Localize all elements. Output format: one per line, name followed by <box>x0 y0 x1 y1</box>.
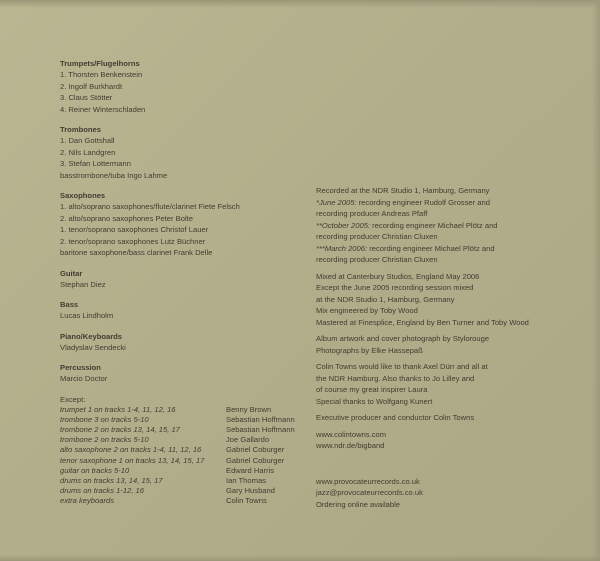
section-heading: Percussion <box>60 363 101 372</box>
website-link: www.colintowns.com <box>316 429 387 439</box>
section-heading: Saxophones <box>60 191 106 200</box>
october-session-text: recording engineer Michael Plötz and <box>370 220 498 230</box>
musician-credit: Lucas Lindholm <box>60 311 114 320</box>
except-row <box>60 445 320 455</box>
except-role: tenor saxophone 1 on tracks 13, 14, 15, 17 <box>60 455 205 465</box>
musician-credit: basstrombone/tuba Ingo Lahme <box>60 170 168 180</box>
musician-credit: 4. Reiner Winterschladen <box>60 104 146 114</box>
musician-credit: 1. alto/soprano saxophones/flute/clarinet Fiete Felsch <box>60 202 240 211</box>
bass-section <box>60 299 320 322</box>
thanks-block <box>316 361 584 407</box>
except-role: trumpet 1 on tracks 1-4, 11, 12, 16 <box>60 404 176 414</box>
october-session-producer: recording producer Christian Cluxen <box>316 232 438 241</box>
except-name: Sebastian Hoffmann <box>226 414 295 424</box>
saxophones-section <box>60 190 320 259</box>
except-name: Edward Harris <box>226 465 275 475</box>
musician-credit: 1. tenor/soprano saxophones Christof Lauer <box>60 225 209 234</box>
links-block <box>316 429 584 452</box>
except-role: drums on tracks 1-12, 16 <box>60 486 144 496</box>
except-role: alto saxophone 2 on tracks 1-4, 11, 12, 16 <box>60 445 202 455</box>
mixing-line: Mastered at Finesplice, England by Ben Turner and Toby Wood <box>316 317 529 327</box>
except-name: Gary Husband <box>226 486 275 496</box>
artwork-line: Album artwork and cover photograph by Stylorouge <box>316 334 490 343</box>
except-row <box>60 466 320 476</box>
except-role: trombone 3 on tracks 5-10 <box>60 414 149 424</box>
except-name: Sebastian Hoffmann <box>226 424 295 434</box>
march-session <box>316 243 584 255</box>
page-right-shadow <box>592 0 600 561</box>
except-row <box>60 486 320 496</box>
musician-credit: baritone saxophone/bass clarinet Frank Delle <box>60 248 213 257</box>
except-section <box>60 394 320 507</box>
section-heading: Guitar <box>60 268 83 278</box>
except-name: Joe Gallardo <box>226 435 270 445</box>
section-heading: Piano/Keyboards <box>60 331 123 341</box>
musician-credit: 2. tenor/soprano saxophones Lutz Büchner <box>60 236 206 246</box>
musician-credit: Stephan Diez <box>60 279 106 289</box>
section-heading: Trumpets/Flugelhorns <box>60 59 140 68</box>
artwork-block <box>316 333 584 356</box>
except-role: guitar on tracks 5-10 <box>60 465 130 475</box>
except-row <box>60 425 320 435</box>
page-bottom-shadow <box>0 555 600 561</box>
except-row <box>60 415 320 425</box>
page-top-shadow <box>0 0 600 8</box>
october-session-label: **October 2005: <box>316 220 371 230</box>
except-row <box>60 476 320 486</box>
production-credits-column <box>316 185 584 510</box>
thanks-line: Special thanks to Wolfgang Kunert <box>316 396 433 406</box>
march-session-text: recording engineer Michael Plötz and <box>367 243 495 253</box>
artwork-line: Photographs by Elke Hassepaß <box>316 345 423 355</box>
except-name: Ian Thomas <box>226 475 266 485</box>
mixing-line: Except the June 2005 recording session mixed <box>316 283 474 292</box>
contact-email: jazz@provocateurrecords.co.uk <box>316 488 423 497</box>
trombones-section <box>60 124 320 181</box>
june-session-label: *June 2005: <box>316 197 357 207</box>
musician-credit: Vladyslav Sendecki <box>60 342 126 352</box>
trumpets-section <box>60 58 320 115</box>
musician-credit: 1. Thorsten Benkenstein <box>60 70 143 79</box>
except-role: extra keyboards <box>60 496 115 506</box>
musician-credit: 3. Stefan Lottermann <box>60 159 131 168</box>
musician-credit: 2. alto/soprano saxophones Peter Bolte <box>60 213 193 223</box>
october-session <box>316 220 584 232</box>
march-session-producer: recording producer Christian Cluxen <box>316 255 438 264</box>
musician-credit: Marcio Doctor <box>60 374 108 383</box>
thanks-line: Colin Towns would like to thank Axel Dürr and all at <box>316 362 488 371</box>
except-name: Benny Brown <box>226 404 272 414</box>
percussion-section <box>60 362 320 385</box>
mixing-line: Mixed at Canterbury Studios, England May 2006 <box>316 271 480 281</box>
musician-credit: 3. Claus Stötter <box>60 93 113 102</box>
except-row <box>60 456 320 466</box>
recording-block <box>316 185 584 266</box>
except-name: Colin Towns <box>226 496 267 506</box>
except-name: Gabriel Coburger <box>226 445 285 455</box>
except-role: drums on tracks 13, 14, 15, 17 <box>60 475 163 485</box>
musician-credit: 2. Ingolf Burkhardt <box>60 81 123 91</box>
except-row <box>60 435 320 445</box>
musician-credit: 1. Dan Gottshall <box>60 136 115 145</box>
mixing-line: Mix engineered by Toby Wood <box>316 306 418 315</box>
piano-section <box>60 331 320 354</box>
march-session-label: ***March 2006: <box>316 243 368 253</box>
except-row <box>60 496 320 506</box>
website-link: www.ndr.de/bigband <box>316 441 385 450</box>
section-heading: Bass <box>60 300 79 309</box>
june-session <box>316 197 584 209</box>
personnel-column <box>60 58 320 516</box>
mixing-block <box>316 271 584 329</box>
mixing-line: at the NDR Studio 1, Hamburg, Germany <box>316 294 455 304</box>
except-row <box>60 405 320 415</box>
june-session-producer: recording producer Andreas Pfaff <box>316 209 428 218</box>
june-session-text: recording engineer Rudolf Grosser and <box>356 197 490 207</box>
label-website: www.provocateurrecords.co.uk <box>316 476 420 486</box>
executive-producer: Executive producer and conductor Colin Towns <box>316 413 475 422</box>
musician-credit: 2. Nils Landgren <box>60 147 116 157</box>
thanks-line: the NDR Hamburg. Also thanks to Jo Lilley and <box>316 373 475 383</box>
except-role: trombone 2 on tracks 13, 14, 15, 17 <box>60 424 180 434</box>
except-role: trombone 2 on tracks 5-10 <box>60 435 149 445</box>
contact-block <box>316 476 584 511</box>
ordering-note: Ordering online available <box>316 499 401 509</box>
recording-studio: Recorded at the NDR Studio 1, Hamburg, Germany <box>316 186 490 195</box>
thanks-line: of course my great inspirer Laura <box>316 385 428 394</box>
guitar-section <box>60 268 320 291</box>
section-heading: Trombones <box>60 125 101 134</box>
section-heading: Except: <box>60 394 86 404</box>
except-name: Gabriel Coburger <box>226 455 285 465</box>
